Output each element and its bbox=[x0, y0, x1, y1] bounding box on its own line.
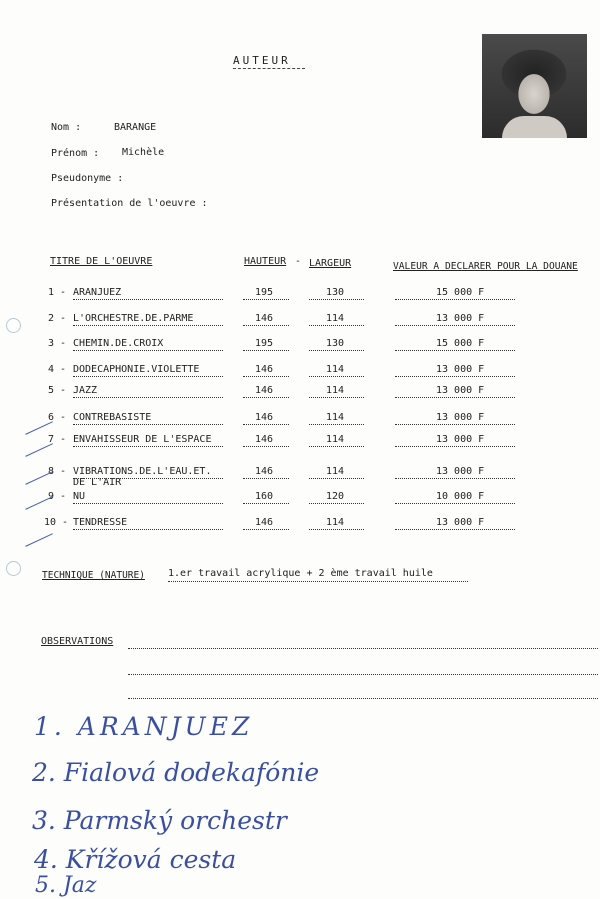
dotted-leader bbox=[73, 478, 223, 479]
row-valeur: 15 000 F bbox=[436, 338, 485, 349]
row-number: 2 - bbox=[48, 313, 67, 324]
row-hauteur: 195 bbox=[255, 338, 274, 349]
nom-value: BARANGE bbox=[114, 122, 157, 133]
handwritten-line-1: 1. ARANJUEZ bbox=[34, 712, 254, 741]
row-title: VIBRATIONS.DE.L'EAU.ET. bbox=[73, 466, 212, 477]
dotted-leader bbox=[309, 478, 364, 479]
row-number: 3 - bbox=[48, 338, 67, 349]
row-valeur: 13 000 F bbox=[436, 313, 485, 324]
punch-hole-top bbox=[6, 318, 21, 333]
dotted-leader bbox=[243, 325, 289, 326]
row-number: 7 - bbox=[48, 434, 67, 445]
dotted-leader bbox=[243, 478, 289, 479]
dotted-leader bbox=[73, 424, 223, 425]
row-largeur: 114 bbox=[326, 364, 345, 375]
row-largeur: 114 bbox=[326, 313, 345, 324]
observations-line-2 bbox=[128, 674, 598, 675]
dotted-leader bbox=[73, 350, 223, 351]
dotted-leader bbox=[243, 397, 289, 398]
pen-check-mark bbox=[21, 487, 53, 510]
dotted-leader bbox=[309, 299, 364, 300]
dotted-leader bbox=[73, 397, 223, 398]
dotted-leader bbox=[395, 299, 515, 300]
dotted-leader bbox=[73, 446, 223, 447]
row-hauteur: 146 bbox=[255, 517, 274, 528]
author-photo bbox=[482, 34, 587, 138]
pen-check-mark bbox=[21, 462, 53, 485]
handwritten-line-2: 2. Fialová dodekafónie bbox=[32, 758, 320, 787]
row-title: L'ORCHESTRE.DE.PARME bbox=[73, 313, 194, 324]
pen-check-mark bbox=[21, 524, 53, 547]
row-largeur: 130 bbox=[326, 338, 345, 349]
row-hauteur: 146 bbox=[255, 466, 274, 477]
observations-line-3 bbox=[128, 698, 598, 699]
column-hauteur: HAUTEUR bbox=[244, 256, 287, 267]
column-separator: - bbox=[295, 256, 302, 267]
pen-check-mark bbox=[21, 434, 53, 457]
row-valeur: 15 000 F bbox=[436, 287, 485, 298]
row-title: TENDRESSE bbox=[73, 517, 128, 528]
dotted-leader bbox=[309, 529, 364, 530]
technique-label: TECHNIQUE (NATURE) bbox=[42, 570, 145, 581]
observations-label: OBSERVATIONS bbox=[41, 636, 114, 647]
row-hauteur: 160 bbox=[255, 491, 274, 502]
row-number: 8 - bbox=[48, 466, 67, 477]
pen-check-mark bbox=[21, 412, 53, 435]
row-valeur: 13 000 F bbox=[436, 517, 485, 528]
row-hauteur: 146 bbox=[255, 385, 274, 396]
observations-line-1 bbox=[128, 648, 598, 649]
row-hauteur: 146 bbox=[255, 434, 274, 445]
row-title: ENVAHISSEUR DE L'ESPACE bbox=[73, 434, 212, 445]
title-underline bbox=[233, 68, 305, 69]
row-number: 6 - bbox=[48, 412, 67, 423]
row-title: JAZZ bbox=[73, 385, 98, 396]
dotted-leader bbox=[243, 299, 289, 300]
dotted-leader bbox=[395, 424, 515, 425]
dotted-leader bbox=[243, 350, 289, 351]
row-hauteur: 146 bbox=[255, 412, 274, 423]
row-largeur: 120 bbox=[326, 491, 345, 502]
dotted-leader bbox=[395, 503, 515, 504]
dotted-leader bbox=[395, 325, 515, 326]
row-hauteur: 195 bbox=[255, 287, 274, 298]
dotted-leader bbox=[73, 325, 223, 326]
dotted-leader bbox=[395, 397, 515, 398]
row-number: 5 - bbox=[48, 385, 67, 396]
dotted-leader bbox=[73, 529, 223, 530]
row-title-continued: DE L'AIR bbox=[73, 477, 122, 488]
row-largeur: 114 bbox=[326, 412, 345, 423]
row-title: CHEMIN.DE.CROIX bbox=[73, 338, 164, 349]
row-title: NU bbox=[73, 491, 86, 502]
row-valeur: 13 000 F bbox=[436, 412, 485, 423]
row-largeur: 114 bbox=[326, 385, 345, 396]
column-valeur: VALEUR A DECLARER POUR LA DOUANE bbox=[393, 261, 578, 272]
row-title: ARANJUEZ bbox=[73, 287, 122, 298]
dotted-leader bbox=[73, 503, 223, 504]
dotted-leader bbox=[243, 446, 289, 447]
dotted-leader bbox=[395, 376, 515, 377]
row-largeur: 114 bbox=[326, 466, 345, 477]
column-titre: TITRE DE L'OEUVRE bbox=[50, 256, 153, 267]
row-number: 10 - bbox=[44, 517, 69, 528]
dotted-leader bbox=[309, 350, 364, 351]
dotted-leader bbox=[395, 529, 515, 530]
row-hauteur: 146 bbox=[255, 313, 274, 324]
prenom-value: Michèle bbox=[122, 147, 165, 158]
presentation-label: Présentation de l'oeuvre : bbox=[51, 198, 208, 209]
row-valeur: 13 000 F bbox=[436, 364, 485, 375]
nom-label: Nom : bbox=[51, 122, 82, 133]
handwritten-line-4: 4. Křížová cesta bbox=[34, 845, 237, 874]
technique-value: 1.er travail acrylique + 2 ème travail huile bbox=[168, 568, 433, 579]
pseudonyme-label: Pseudonyme : bbox=[51, 173, 124, 184]
handwritten-line-5: 5. Jaz bbox=[35, 873, 97, 898]
row-title: DODECAPHONIE.VIOLETTE bbox=[73, 364, 200, 375]
dotted-leader bbox=[395, 350, 515, 351]
row-largeur: 130 bbox=[326, 287, 345, 298]
prenom-label: Prénom : bbox=[51, 148, 100, 159]
page-title: AUTEUR bbox=[233, 54, 291, 67]
dotted-leader bbox=[73, 299, 223, 300]
dotted-leader bbox=[309, 424, 364, 425]
row-valeur: 13 000 F bbox=[436, 385, 485, 396]
row-hauteur: 146 bbox=[255, 364, 274, 375]
punch-hole-bottom bbox=[6, 561, 21, 576]
dotted-leader bbox=[395, 446, 515, 447]
row-largeur: 114 bbox=[326, 434, 345, 445]
row-valeur: 13 000 F bbox=[436, 466, 485, 477]
dotted-leader bbox=[309, 325, 364, 326]
dotted-leader bbox=[243, 376, 289, 377]
dotted-leader bbox=[73, 376, 223, 377]
row-number: 1 - bbox=[48, 287, 67, 298]
column-largeur: LARGEUR bbox=[309, 258, 352, 269]
dotted-leader bbox=[309, 503, 364, 504]
handwritten-line-3: 3. Parmský orchestr bbox=[32, 806, 287, 835]
dotted-leader bbox=[243, 529, 289, 530]
dotted-leader bbox=[309, 376, 364, 377]
row-number: 4 - bbox=[48, 364, 67, 375]
row-valeur: 13 000 F bbox=[436, 434, 485, 445]
row-valeur: 10 000 F bbox=[436, 491, 485, 502]
dotted-leader bbox=[309, 446, 364, 447]
dotted-leader bbox=[309, 397, 364, 398]
dotted-leader bbox=[243, 424, 289, 425]
row-largeur: 114 bbox=[326, 517, 345, 528]
dotted-leader bbox=[243, 503, 289, 504]
row-number: 9 - bbox=[48, 491, 67, 502]
dotted-leader bbox=[395, 478, 515, 479]
row-title: CONTREBASISTE bbox=[73, 412, 152, 423]
